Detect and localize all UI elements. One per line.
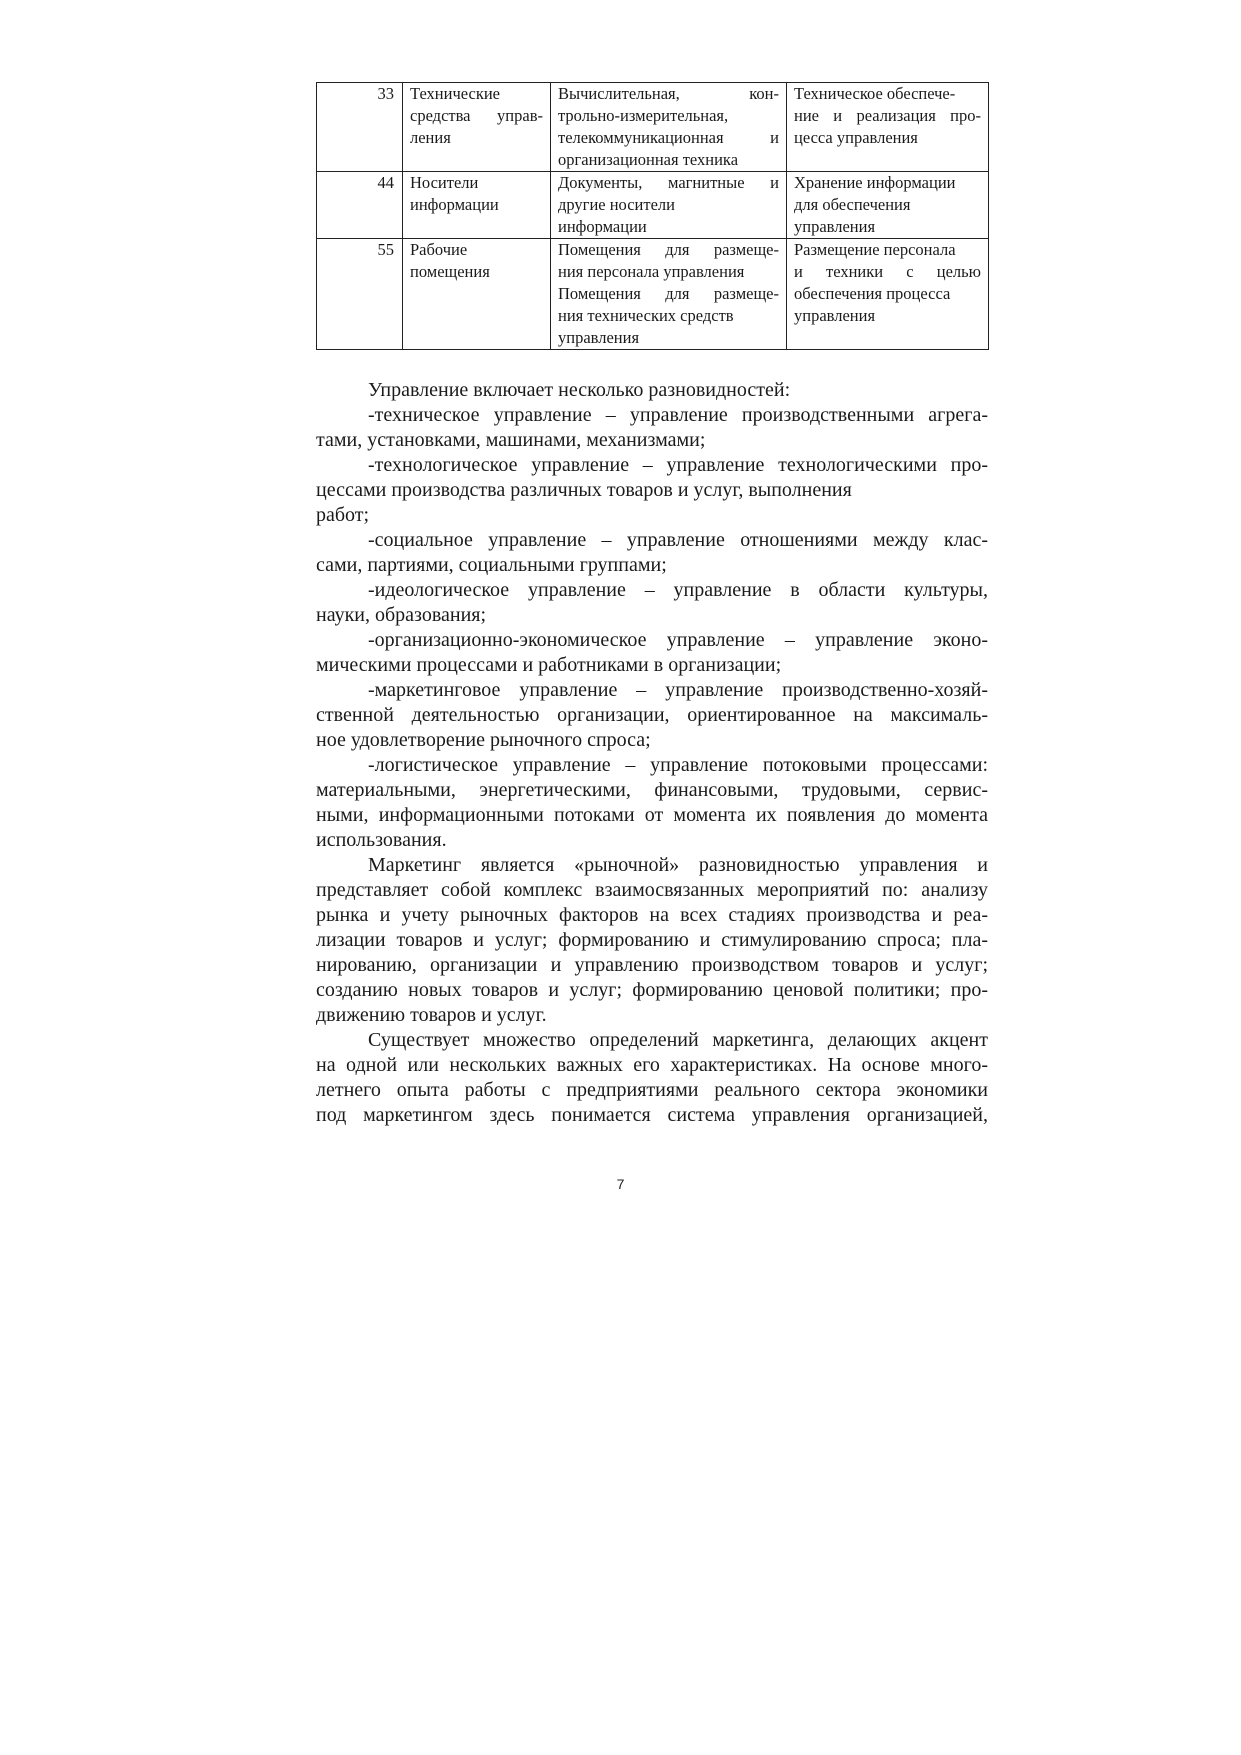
cell-line: Помещения для размеще- — [558, 240, 779, 259]
cell-line: ления — [410, 128, 451, 147]
cell-line: ния персонала управления — [558, 262, 745, 281]
text-line: работ; — [316, 504, 370, 526]
table-row — [317, 239, 989, 350]
body-text — [316, 378, 988, 1128]
text-line: представляет собой комплекс взаимосвязанных мероприятий по: анализу — [316, 879, 988, 901]
cell-line: Техническое обеспече- — [794, 84, 956, 103]
text-line: -социальное управление – управление отношениями между клас- — [368, 529, 988, 551]
cell-line: другие носители — [558, 195, 675, 214]
row-content — [551, 83, 787, 172]
row-number: 44 — [317, 172, 403, 239]
text-line: под маркетингом здесь понимается система управления организацией, — [316, 1104, 988, 1126]
table-row — [317, 172, 989, 239]
paragraph — [316, 628, 988, 678]
row-number: 55 — [317, 239, 403, 350]
cell-line: ние и реализация про- — [794, 106, 981, 125]
row-purpose — [787, 239, 989, 350]
paragraph — [316, 578, 988, 628]
row-purpose — [787, 172, 989, 239]
text-line: сами, партиями, социальными группами; — [316, 554, 667, 576]
paragraph — [316, 453, 988, 528]
text-line: на одной или нескольких важных его характеристиках. На основе много- — [316, 1054, 988, 1076]
text-line: Управление включает несколько разновидностей: — [368, 379, 791, 401]
text-line: -организационно-экономическое управление – управление эконо- — [368, 629, 988, 651]
text-line: лизации товаров и услуг; формированию и стимулированию спроса; пла- — [316, 929, 988, 951]
paragraph — [316, 528, 988, 578]
row-name — [403, 83, 551, 172]
text-line: ное удовлетворение рыночного спроса; — [316, 729, 651, 751]
paragraph — [316, 753, 988, 853]
cell-line: Хранение информации — [794, 173, 956, 192]
cell-line: организационная техника — [558, 150, 739, 169]
paragraph — [316, 1028, 988, 1128]
cell-line: информации — [410, 195, 499, 214]
cell-line: обеспечения процесса — [794, 284, 951, 303]
cell-line: для обеспечения — [794, 195, 911, 214]
text-line: Существует множество определений маркетинга, делающих акцент — [368, 1029, 988, 1051]
cell-line: цесса управления — [794, 128, 918, 147]
cell-line: трольно-измерительная, — [558, 106, 729, 125]
text-line: -технологическое управление – управление технологическими про- — [368, 454, 988, 476]
cell-line: управления — [794, 217, 876, 236]
cell-line: управления — [558, 328, 640, 347]
text-line: науки, образования; — [316, 604, 487, 626]
row-content — [551, 239, 787, 350]
cell-line: телекоммуникационная и — [558, 128, 779, 147]
text-line: Маркетинг является «рыночной» разновидностью управления и — [368, 854, 988, 876]
cell-line: Помещения для размеще- — [558, 284, 779, 303]
row-name — [403, 239, 551, 350]
text-line: использования. — [316, 829, 447, 851]
text-line: -маркетинговое управление – управление производственно-хозяй- — [368, 679, 988, 701]
text-line: тами, установками, машинами, механизмами; — [316, 429, 706, 451]
text-line: движению товаров и услуг. — [316, 1004, 547, 1026]
table-row — [317, 83, 989, 172]
paragraph — [316, 403, 988, 453]
cell-line: Документы, магнитные и — [558, 173, 779, 192]
cell-line: помещения — [410, 262, 490, 281]
cell-line: Вычислительная, кон- — [558, 84, 779, 103]
paragraph — [316, 378, 988, 403]
text-line: созданию новых товаров и услуг; формированию ценовой политики; про- — [316, 979, 988, 1001]
page-number: 7 — [616, 1176, 625, 1192]
text-line: цессами производства различных товаров и услуг, выполнения — [316, 479, 852, 501]
text-line: ными, информационными потоками от момента их появления до момента — [316, 804, 988, 826]
page-content — [316, 82, 988, 1128]
text-line: -техническое управление – управление производственными агрега- — [368, 404, 988, 426]
row-content — [551, 172, 787, 239]
row-purpose — [787, 83, 989, 172]
cell-line: и техники с целью — [794, 262, 981, 281]
cell-line: Технические — [410, 84, 500, 103]
cell-line: Носители — [410, 173, 479, 192]
row-number: 33 — [317, 83, 403, 172]
paragraph — [316, 853, 988, 1028]
text-line: -идеологическое управление – управление в области культуры, — [368, 579, 988, 601]
text-line: ственной деятельностью организации, ориентированное на максималь- — [316, 704, 988, 726]
cell-line: управления — [794, 306, 876, 325]
cell-line: Размещение персонала — [794, 240, 956, 259]
text-line: материальными, энергетическими, финансовыми, трудовыми, сервис- — [316, 779, 988, 801]
text-line: мическими процессами и работниками в организации; — [316, 654, 782, 676]
cell-line: ния технических средств — [558, 306, 734, 325]
paragraph — [316, 678, 988, 753]
text-line: рынка и учету рыночных факторов на всех стадиях производства и реа- — [316, 904, 988, 926]
text-line: летнего опыта работы с предприятиями реального сектора экономики — [316, 1079, 988, 1101]
text-line: -логистическое управление – управление потоковыми процессами: — [368, 754, 988, 776]
row-name — [403, 172, 551, 239]
resources-table — [316, 82, 989, 350]
cell-line: информации — [558, 217, 647, 236]
cell-line: Рабочие — [410, 240, 468, 259]
text-line: нированию, организации и управлению производством товаров и услуг; — [316, 954, 988, 976]
cell-line: средства управ- — [410, 106, 543, 125]
